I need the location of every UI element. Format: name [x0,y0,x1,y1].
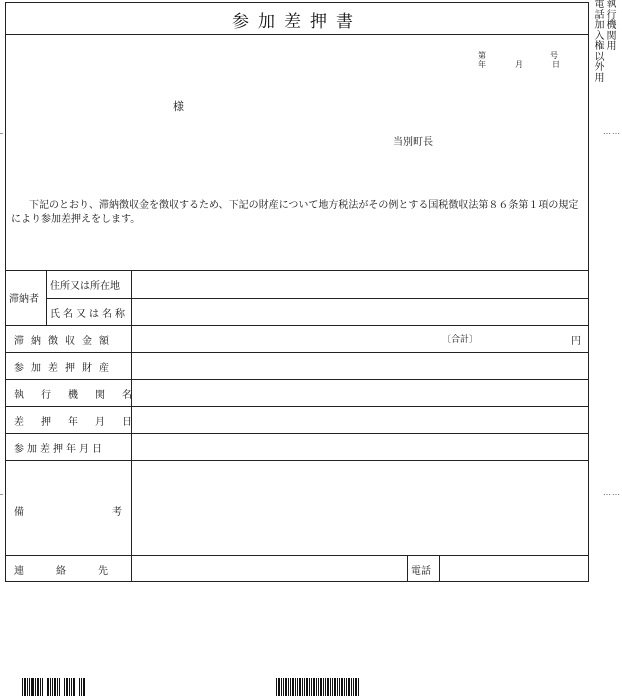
rule [46,298,588,299]
phone-label: 電話 [411,566,431,577]
margin-dots: …… [603,488,621,497]
rule [6,352,588,353]
issuer-name: 当別町長 [393,137,433,148]
form-title: 参加差押書 [232,12,362,32]
yen-label: 円 [571,336,581,347]
date-day: 日 [552,60,560,69]
barcode-left [22,678,86,696]
remarks-label: 備考 [14,507,210,518]
side-note-except-phone: 電話加入権以外用 [594,0,605,84]
date-year: 年 [478,60,486,69]
rule [439,555,440,582]
rule [6,460,588,461]
margin-tick [0,133,3,134]
side-note-agency-use: 執行機関用 [606,0,617,52]
contact-label: 連絡先 [14,566,140,577]
rule [6,433,588,434]
rule [407,555,408,582]
total-label: 〔合計〕 [442,335,479,345]
doc-number-dai: 第 [478,51,486,60]
rule [6,379,588,380]
margin-tick [0,494,3,495]
property-label: 参加差押財産 [14,363,116,374]
address-label: 住所又は所在地 [50,281,120,292]
rule [6,325,588,326]
amount-label: 滞納徴収金額 [14,336,116,347]
seizure-form [5,2,589,582]
seizure-date-label: 差押年月日 [14,417,149,428]
addressee-suffix: 様 [173,100,184,113]
rule [6,555,588,556]
name-label: 氏名又は名称 [50,309,128,320]
agency-label: 執行機関名 [14,390,149,401]
doc-number-go: 号 [550,51,558,60]
rule [6,270,588,271]
rule [46,270,47,325]
barcode-right [276,678,360,696]
body-text: 下記のとおり、滞納徴収金を徴収するため、下記の財産について地方税法がその例とする国税徴収法第８６条第１項の規定により参加差押えをします。 [11,200,579,225]
rule [6,406,588,407]
participation-date-label: 参加差押年月日 [14,444,105,455]
date-month: 月 [515,60,523,69]
margin-dots: …… [603,127,621,136]
title-row [6,3,588,35]
delinquent-label: 滞納者 [9,294,39,305]
